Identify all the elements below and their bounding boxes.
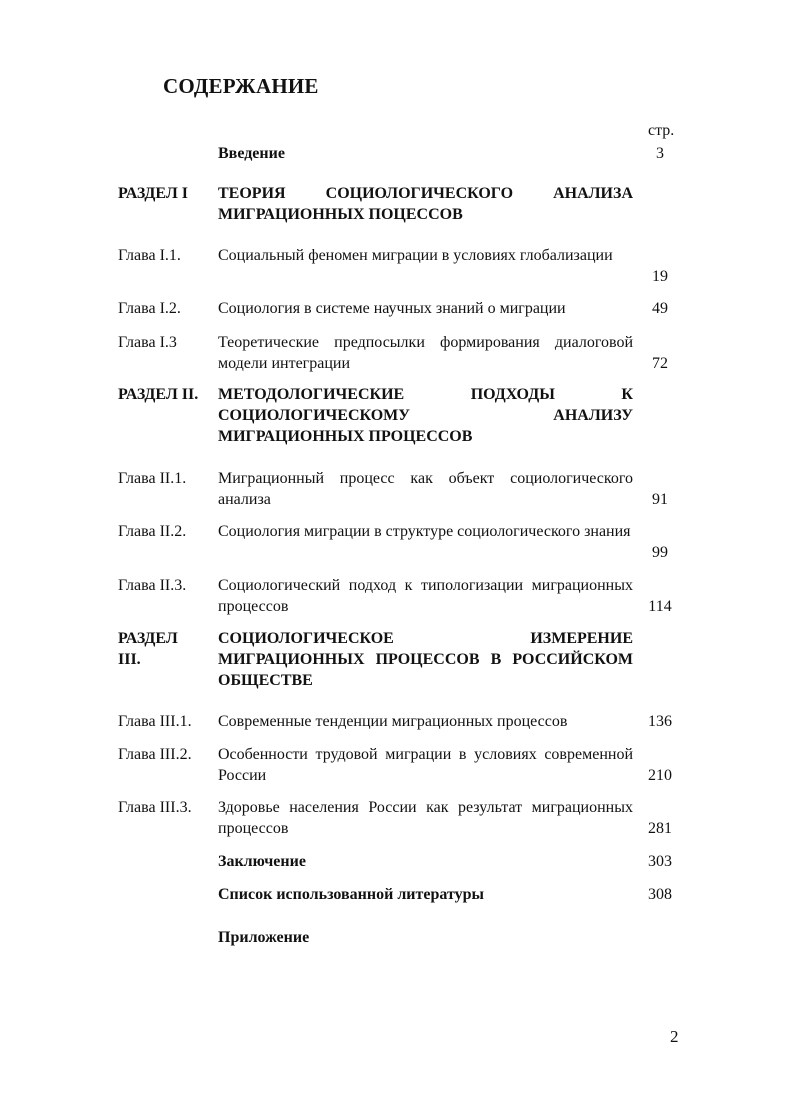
chapter-title: Теоретические предпосылки формирования диалоговой модели интеграции xyxy=(218,334,633,372)
chapter-label: Глава I.1. xyxy=(118,247,181,264)
entry-page: 281 xyxy=(648,820,672,837)
entry-page: 3 xyxy=(656,145,664,162)
section-label: РАЗДЕЛ II. xyxy=(118,386,199,403)
chapter-title: Здоровье населения России как результат миграционных процессов xyxy=(218,799,633,837)
chapter-label: Глава I.2. xyxy=(118,300,181,317)
page-column-label: стр. xyxy=(648,122,675,139)
entry-page: 114 xyxy=(648,598,672,615)
chapter-label: Глава III.1. xyxy=(118,713,192,730)
chapter-title: Особенности трудовой миграции в условиях современной России xyxy=(218,746,633,784)
chapter-title: Современные тенденции миграционных процессов xyxy=(218,713,568,730)
entry-text: Заключение xyxy=(218,853,306,870)
section-title: МЕТОДОЛОГИЧЕСКИЕ ПОДХОДЫ К СОЦИОЛОГИЧЕСКОМУ АНАЛИЗУ МИГРАЦИОННЫХ ПРОЦЕССОВ xyxy=(218,386,633,445)
chapter-label: Глава II.3. xyxy=(118,577,187,594)
chapter-title: Миграционный процесс как объект социологического анализа xyxy=(218,470,633,508)
entry-page: 99 xyxy=(652,544,668,561)
section-label: РАЗДЕЛ III. xyxy=(118,630,178,668)
chapter-title: Социологический подход к типологизации миграционных процессов xyxy=(218,577,633,615)
entry-page: 91 xyxy=(652,491,668,508)
chapter-label: Глава II.2. xyxy=(118,523,187,540)
section-title: ТЕОРИЯ СОЦИОЛОГИЧЕСКОГО АНАЛИЗА МИГРАЦИОННЫХ ПОЦЕССОВ xyxy=(218,185,633,223)
entry-page: 136 xyxy=(648,713,672,730)
toc-title: СОДЕРЖАНИЕ xyxy=(163,74,319,98)
chapter-label: Глава III.2. xyxy=(118,746,192,763)
chapter-label: Глава III.3. xyxy=(118,799,192,816)
entry-text: Введение xyxy=(218,145,285,162)
section-label: РАЗДЕЛ I xyxy=(118,185,188,202)
entry-text: Список использованной литературы xyxy=(218,886,484,903)
entry-page: 303 xyxy=(648,853,672,870)
entry-page: 49 xyxy=(652,300,668,317)
chapter-title: Социальный феномен миграции в условиях глобализации xyxy=(218,247,613,264)
entry-page: 72 xyxy=(652,355,668,372)
chapter-title: Социология в системе научных знаний о миграции xyxy=(218,300,566,317)
entry-text: Приложение xyxy=(218,929,310,946)
chapter-label: Глава I.3 xyxy=(118,334,177,351)
entry-page: 210 xyxy=(648,767,672,784)
entry-page: 19 xyxy=(652,268,668,285)
section-title: СОЦИОЛОГИЧЕСКОЕ ИЗМЕРЕНИЕ МИГРАЦИОННЫХ ПРОЦЕССОВ В РОССИЙСКОМ ОБЩЕСТВЕ xyxy=(218,630,633,689)
chapter-label: Глава II.1. xyxy=(118,470,187,487)
chapter-title: Социология миграции в структуре социологического знания xyxy=(218,523,631,540)
page-number: 2 xyxy=(670,1027,679,1046)
entry-page: 308 xyxy=(648,886,672,903)
